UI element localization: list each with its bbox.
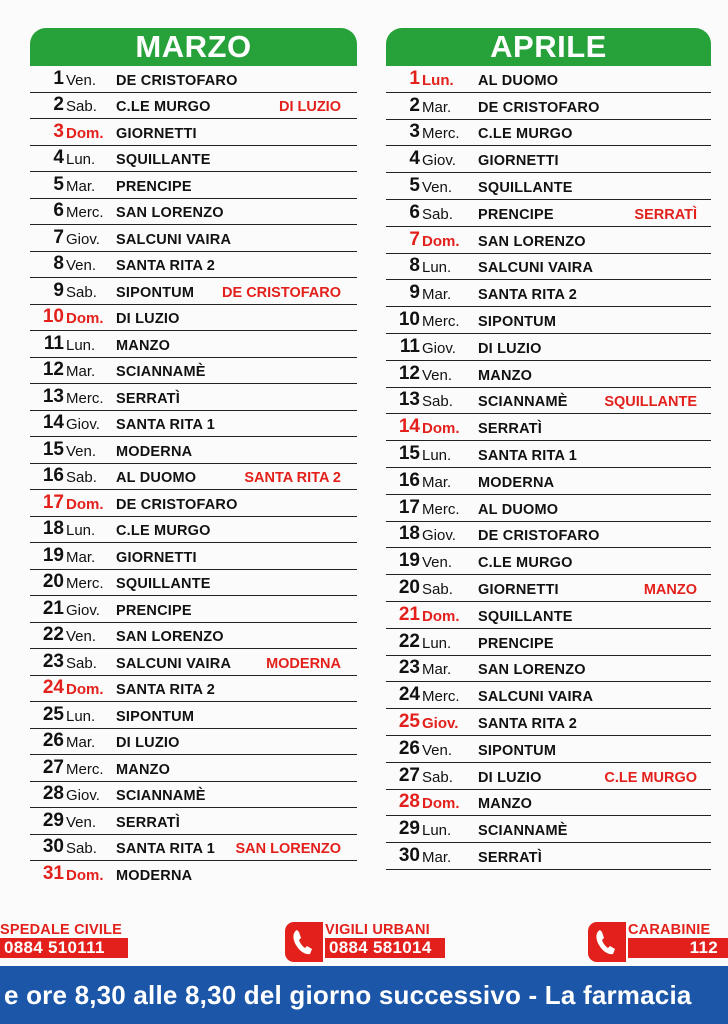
- pharmacy-name: MODERNA: [116, 867, 193, 884]
- day-row: [30, 384, 357, 411]
- day-row: [386, 200, 711, 227]
- day-number: 4: [53, 147, 64, 168]
- day-row: [386, 146, 711, 173]
- weekday: Sab.: [66, 469, 97, 486]
- pharmacy-name: DI LUZIO: [116, 311, 180, 327]
- pharmacy-name: MANZO: [116, 761, 171, 778]
- day-number: 20: [398, 576, 420, 598]
- weekday: Sab.: [66, 98, 97, 115]
- day-number: 10: [42, 306, 64, 327]
- weekday: Mar.: [66, 363, 96, 380]
- day-row: [30, 93, 357, 120]
- day-number: 16: [398, 469, 420, 491]
- alternate-pharmacy: MODERNA: [266, 655, 341, 672]
- day-number: 30: [398, 844, 420, 866]
- day-number: 3: [53, 120, 64, 142]
- pharmacy-name: SANTA RITA 2: [478, 715, 578, 732]
- day-number: 12: [42, 359, 64, 380]
- day-number: 29: [42, 809, 64, 831]
- day-number: 24: [398, 684, 420, 706]
- info-banner: e ore 8,30 alle 8,30 del giorno successivo - La farmacia: [0, 966, 728, 1024]
- alternate-pharmacy: C.LE MURGO: [604, 769, 697, 786]
- day-number: 28: [42, 783, 64, 804]
- day-number: 4: [409, 148, 420, 170]
- weekday: Lun.: [422, 259, 452, 277]
- pharmacy-name: DE CRISTOFARO: [116, 72, 238, 89]
- day-number: 27: [398, 764, 420, 786]
- alternate-pharmacy: DI LUZIO: [278, 99, 341, 115]
- pharmacy-name: DE CRISTOFARO: [116, 496, 238, 513]
- day-number: 15: [398, 442, 420, 464]
- weekday: Mar.: [422, 286, 452, 304]
- day-row: [386, 495, 711, 522]
- day-number: 15: [42, 438, 64, 460]
- day-row: [30, 729, 357, 756]
- day-row: [386, 816, 711, 843]
- weekday: Giov.: [422, 152, 456, 170]
- day-row: [30, 517, 357, 544]
- day-row: [30, 861, 357, 887]
- day-row: [30, 702, 357, 729]
- pharmacy-name: MODERNA: [116, 443, 193, 460]
- weekday: Ven.: [66, 813, 97, 831]
- day-row: [386, 388, 711, 415]
- pharmacy-name: SERRATÌ: [116, 390, 180, 407]
- day-number: 22: [42, 624, 64, 645]
- weekday: Merc.: [66, 204, 104, 221]
- pharmacy-name: DI LUZIO: [478, 340, 542, 357]
- pharmacy-name: SQUILLANTE: [478, 608, 573, 625]
- phone-icon: [285, 922, 323, 962]
- day-number: 11: [399, 335, 420, 357]
- day-row: [386, 575, 711, 602]
- pharmacy-name: MANZO: [478, 796, 533, 813]
- day-row: [386, 736, 711, 763]
- day-number: 2: [53, 94, 64, 115]
- pharmacy-name: MANZO: [478, 367, 533, 384]
- day-number: 13: [398, 389, 420, 411]
- day-number: 18: [42, 518, 64, 539]
- contact-number: 112: [628, 938, 728, 958]
- day-number: 14: [398, 416, 420, 438]
- pharmacy-name: C.LE MURGO: [478, 126, 573, 143]
- pharmacy-name: DI LUZIO: [116, 735, 180, 751]
- weekday: Dom.: [66, 124, 104, 142]
- pharmacy-name: DI LUZIO: [478, 769, 542, 786]
- weekday: Sab.: [422, 393, 453, 411]
- weekday: Giov.: [66, 787, 100, 804]
- day-list: [30, 66, 357, 887]
- pharmacy-name: SIPONTUM: [478, 313, 557, 330]
- day-row: [30, 119, 357, 146]
- day-row: [386, 656, 711, 683]
- pharmacy-name: DE CRISTOFARO: [478, 528, 600, 545]
- weekday: Ven.: [66, 257, 97, 274]
- weekday: Sab.: [66, 840, 97, 857]
- day-row: [30, 278, 357, 305]
- day-list: [386, 66, 711, 870]
- weekday: Sab.: [66, 654, 97, 672]
- pharmacy-name: DE CRISTOFARO: [478, 99, 600, 116]
- pharmacy-name: GIORNETTI: [116, 125, 197, 142]
- weekday: Ven.: [422, 554, 453, 572]
- day-row: [30, 623, 357, 650]
- weekday: Lun.: [422, 634, 452, 652]
- alternate-pharmacy: SAN LORENZO: [235, 841, 341, 857]
- day-number: 25: [398, 710, 420, 732]
- pharmacy-name: SALCUNI VAIRA: [478, 260, 594, 277]
- day-number: 1: [53, 67, 64, 89]
- day-row: [386, 361, 711, 388]
- day-row: [30, 358, 357, 385]
- pharmacy-name: SAN LORENZO: [478, 233, 586, 250]
- weekday: Merc.: [422, 125, 460, 143]
- day-number: 8: [53, 253, 64, 274]
- pharmacy-name: SIPONTUM: [116, 708, 195, 725]
- day-row: [30, 411, 357, 438]
- weekday: Ven.: [422, 366, 453, 384]
- weekday: Mar.: [66, 734, 96, 751]
- day-row: [386, 66, 711, 93]
- day-number: 19: [398, 550, 420, 572]
- day-number: 14: [42, 412, 64, 433]
- day-number: 8: [409, 255, 420, 277]
- contact-label: VIGILI URBANI: [325, 922, 430, 938]
- pharmacy-name: C.LE MURGO: [116, 523, 211, 539]
- pharmacy-name: SIPONTUM: [478, 742, 557, 759]
- day-row: [386, 682, 711, 709]
- pharmacy-name: PRENCIPE: [478, 635, 554, 652]
- day-number: 21: [42, 597, 64, 619]
- weekday: Dom.: [422, 607, 460, 625]
- weekday: Lun.: [422, 71, 454, 89]
- day-row: [386, 629, 711, 656]
- day-number: 7: [53, 226, 64, 248]
- weekday: Mar.: [422, 848, 452, 866]
- day-row: [30, 676, 357, 703]
- day-number: 9: [409, 282, 420, 304]
- pharmacy-name: SCIANNAMÈ: [478, 394, 568, 411]
- weekday: Dom.: [422, 795, 460, 813]
- month-header: APRILE: [386, 28, 711, 66]
- weekday: Ven.: [422, 741, 453, 759]
- day-row: [30, 464, 357, 491]
- pharmacy-name: PRENCIPE: [116, 178, 192, 195]
- weekday: Sab.: [422, 205, 453, 223]
- pharmacy-name: MODERNA: [478, 474, 555, 491]
- weekday: Lun.: [66, 707, 96, 725]
- day-row: [386, 709, 711, 736]
- weekday: Lun.: [66, 151, 96, 168]
- pharmacy-name: SANTA RITA 1: [116, 417, 216, 433]
- pharmacy-name: SANTA RITA 2: [478, 287, 578, 304]
- day-row: [386, 93, 711, 120]
- weekday: Lun.: [66, 336, 96, 354]
- day-row: [30, 225, 357, 252]
- contact-label: SPEDALE CIVILE: [0, 922, 123, 938]
- calendar-column-marzo: [30, 28, 357, 887]
- day-number: 23: [398, 657, 420, 679]
- alternate-pharmacy: MANZO: [643, 581, 697, 598]
- pharmacy-name: SANTA RITA 1: [116, 841, 216, 857]
- day-row: [30, 199, 357, 226]
- pharmacy-name: GIORNETTI: [478, 153, 559, 170]
- weekday: Dom.: [66, 310, 104, 327]
- calendar-column-aprile: [386, 28, 711, 870]
- pharmacy-name: SANTA RITA 2: [116, 682, 216, 698]
- weekday: Dom.: [66, 495, 104, 513]
- pharmacy-name: GIORNETTI: [478, 581, 559, 598]
- day-number: 16: [42, 465, 64, 486]
- weekday: Giov.: [422, 527, 456, 545]
- pharmacy-name: SQUILLANTE: [116, 152, 211, 168]
- weekday: Ven.: [422, 178, 453, 196]
- alternate-pharmacy: DE CRISTOFARO: [222, 284, 341, 301]
- day-row: [386, 522, 711, 549]
- weekday: Merc.: [66, 575, 104, 592]
- alternate-pharmacy: SANTA RITA 2: [244, 470, 341, 486]
- weekday: Merc.: [66, 760, 104, 778]
- weekday: Lun.: [66, 522, 96, 539]
- day-number: 17: [42, 491, 64, 513]
- weekday: Giov.: [66, 230, 100, 248]
- day-row: [30, 808, 357, 835]
- day-row: [386, 790, 711, 817]
- weekday: Sab.: [422, 768, 453, 786]
- day-row: [30, 596, 357, 623]
- pharmacy-name: SERRATÌ: [116, 814, 180, 831]
- weekday: Ven.: [66, 628, 97, 645]
- weekday: Giov.: [66, 416, 100, 433]
- day-row: [386, 227, 711, 254]
- weekday: Dom.: [422, 420, 460, 438]
- day-number: 6: [53, 200, 64, 221]
- day-number: 27: [42, 756, 64, 778]
- day-number: 30: [42, 836, 64, 857]
- day-number: 26: [398, 737, 420, 759]
- day-number: 1: [409, 67, 420, 89]
- pharmacy-name: SIPONTUM: [116, 284, 195, 301]
- day-number: 5: [409, 174, 420, 196]
- pharmacy-name: GIORNETTI: [116, 549, 197, 566]
- pharmacy-name: SQUILLANTE: [478, 179, 573, 196]
- day-number: 20: [42, 571, 64, 592]
- contact-number: 0884 510111: [0, 938, 128, 958]
- day-row: [386, 548, 711, 575]
- day-row: [386, 280, 711, 307]
- pharmacy-name: SCIANNAMÈ: [116, 788, 206, 804]
- day-row: [30, 252, 357, 279]
- day-row: [30, 755, 357, 782]
- day-row: [386, 173, 711, 200]
- day-number: 29: [398, 818, 420, 840]
- day-number: 21: [398, 603, 420, 625]
- day-number: 2: [409, 94, 420, 116]
- pharmacy-name: PRENCIPE: [116, 602, 192, 619]
- pharmacy-name: SQUILLANTE: [116, 576, 211, 592]
- weekday: Mar.: [422, 473, 452, 491]
- weekday: Giov.: [422, 714, 459, 732]
- pharmacy-name: AL DUOMO: [478, 72, 559, 89]
- day-row: [386, 414, 711, 441]
- weekday: Lun.: [422, 822, 452, 840]
- weekday: Ven.: [66, 71, 97, 89]
- day-number: 19: [42, 544, 64, 566]
- day-number: 13: [42, 385, 64, 407]
- day-row: [30, 146, 357, 173]
- day-number: 31: [42, 862, 64, 884]
- pharmacy-name: SAN LORENZO: [478, 662, 586, 679]
- weekday: Dom.: [66, 866, 104, 884]
- day-row: [30, 66, 357, 93]
- pharmacy-name: C.LE MURGO: [478, 555, 573, 572]
- day-row: [386, 763, 711, 790]
- day-number: 11: [43, 332, 64, 354]
- day-row: [30, 305, 357, 332]
- month-header: MARZO: [30, 28, 357, 66]
- pharmacy-name: MANZO: [116, 337, 171, 354]
- day-row: [386, 468, 711, 495]
- contact-vigili: [285, 922, 445, 964]
- day-row: [30, 172, 357, 199]
- day-number: 25: [42, 703, 64, 725]
- day-row: [30, 543, 357, 570]
- day-number: 6: [409, 201, 420, 223]
- pharmacy-name: SCIANNAMÈ: [478, 823, 568, 840]
- day-row: [30, 835, 357, 862]
- day-number: 26: [42, 730, 64, 751]
- day-row: [30, 437, 357, 464]
- pharmacy-name: SALCUNI VAIRA: [116, 655, 232, 672]
- weekday: Lun.: [422, 446, 452, 464]
- weekday: Mar.: [422, 98, 452, 116]
- pharmacy-name: C.LE MURGO: [116, 99, 211, 115]
- day-row: [30, 490, 357, 517]
- pharmacy-name: SALCUNI VAIRA: [478, 689, 594, 706]
- pharmacy-name: SERRATÌ: [478, 849, 542, 866]
- day-number: 24: [42, 677, 64, 698]
- weekday: Sab.: [66, 283, 97, 301]
- day-row: [30, 649, 357, 676]
- pharmacy-name: AL DUOMO: [478, 501, 559, 518]
- day-number: 22: [398, 630, 420, 652]
- day-row: [386, 307, 711, 334]
- weekday: Giov.: [66, 601, 100, 619]
- weekday: Sab.: [422, 580, 453, 598]
- pharmacy-name: SALCUNI VAIRA: [116, 231, 232, 248]
- day-number: 12: [398, 362, 420, 384]
- day-number: 7: [409, 228, 420, 250]
- pharmacy-name: SCIANNAMÈ: [116, 364, 206, 380]
- day-row: [386, 602, 711, 629]
- day-row: [386, 441, 711, 468]
- weekday: Giov.: [422, 339, 456, 357]
- contact-carabinieri: [588, 922, 728, 964]
- day-row: [30, 570, 357, 597]
- pharmacy-name: SANTA RITA 2: [116, 258, 216, 274]
- day-row: [386, 843, 711, 870]
- alternate-pharmacy: SERRATÌ: [634, 206, 697, 223]
- day-number: 5: [53, 173, 64, 195]
- weekday: Merc.: [66, 389, 104, 407]
- contact-label: CARABINIE: [628, 922, 711, 938]
- pharmacy-name: SAN LORENZO: [116, 629, 224, 645]
- pharmacy-name: SERRATÌ: [478, 421, 542, 438]
- day-row: [30, 782, 357, 809]
- day-row: [386, 254, 711, 281]
- weekday: Mar.: [422, 661, 452, 679]
- weekday: Merc.: [422, 312, 460, 330]
- pharmacy-name: AL DUOMO: [116, 470, 197, 486]
- day-row: [30, 331, 357, 358]
- alternate-pharmacy: SQUILLANTE: [604, 394, 697, 411]
- day-number: 28: [398, 791, 420, 813]
- day-number: 23: [42, 650, 64, 672]
- day-number: 9: [53, 279, 64, 301]
- day-row: [386, 334, 711, 361]
- weekday: Dom.: [422, 232, 460, 250]
- pharmacy-name: PRENCIPE: [478, 206, 554, 223]
- pharmacy-name: SANTA RITA 1: [478, 447, 578, 464]
- weekday: Merc.: [422, 688, 460, 706]
- weekday: Merc.: [422, 500, 460, 518]
- weekday: Ven.: [66, 442, 97, 460]
- day-row: [386, 120, 711, 147]
- day-number: 10: [398, 308, 420, 330]
- day-number: 3: [409, 121, 420, 143]
- weekday: Mar.: [66, 177, 96, 195]
- day-number: 17: [398, 496, 420, 518]
- day-number: 18: [398, 523, 420, 545]
- pharmacy-name: SAN LORENZO: [116, 205, 224, 221]
- phone-icon: [588, 922, 626, 962]
- contact-ospedale: [0, 922, 128, 964]
- weekday: Dom.: [66, 681, 104, 698]
- contact-number: 0884 581014: [325, 938, 445, 958]
- weekday: Mar.: [66, 548, 96, 566]
